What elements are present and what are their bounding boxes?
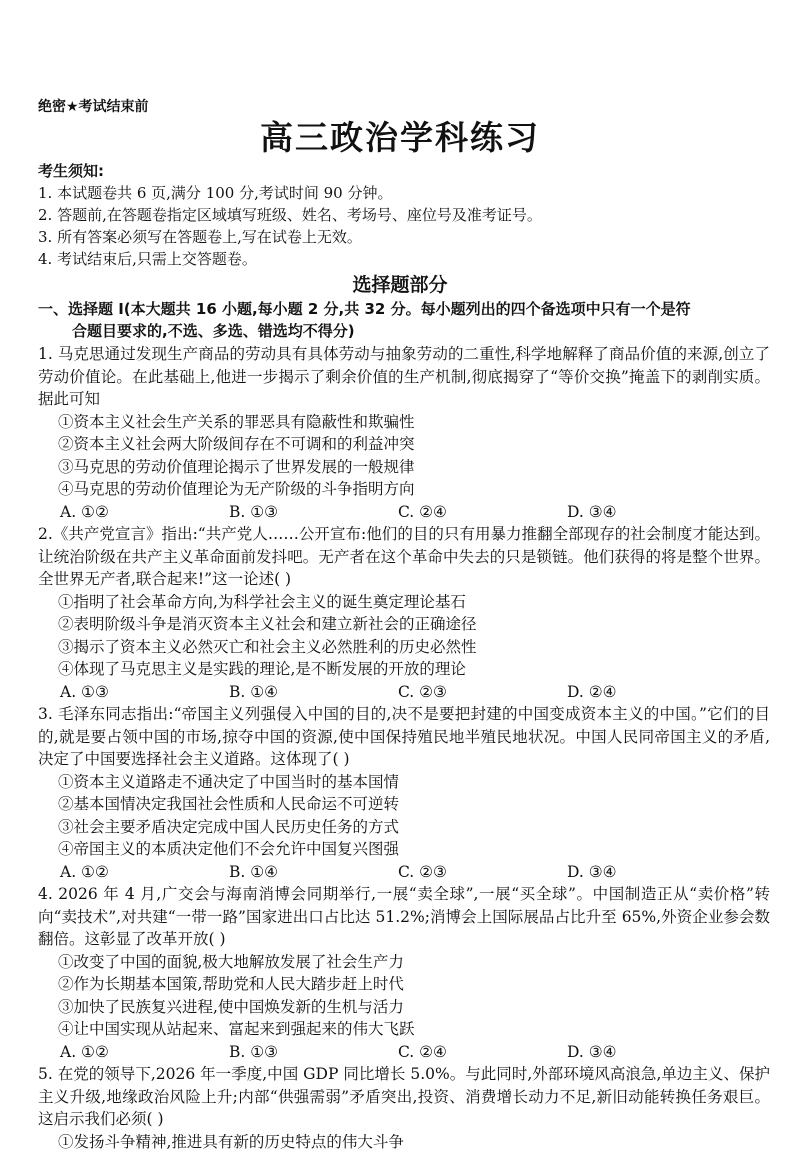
statement-option: ③马克思的劳动价值理论揭示了世界发展的一般规律	[38, 456, 770, 479]
choice-d: D. ②④	[567, 681, 736, 704]
choice-c: C. ②③	[398, 681, 567, 704]
statement-option: ④帝国主义的本质决定他们不会允许中国复兴图强	[38, 838, 770, 861]
choice-c: C. ②③	[398, 861, 567, 884]
answer-choices	[38, 681, 770, 704]
page-title: 高三政治学科练习	[0, 112, 800, 159]
statement-option: ②基本国情决定我国社会性质和人民命运不可逆转	[38, 793, 770, 816]
notice-item: 2. 答题前,在答题卷指定区域填写班级、姓名、考场号、座位号及准考证号。	[38, 204, 778, 226]
statement-option: ④体现了马克思主义是实践的理论,是不断发展的开放的理论	[38, 658, 770, 681]
part-instructions-line: 合题目要求的,不选、多选、错选均不得分)	[38, 320, 773, 342]
part-instructions-line: 一、选择题 I(本大题共 16 小题,每小题 2 分,共 32 分。每小题列出的四个备选项中只有一个是符	[38, 298, 773, 320]
question-3	[38, 703, 770, 883]
question-list	[38, 343, 770, 1153]
secret-note: 绝密★考试结束前	[38, 96, 149, 116]
question-stem: 3. 毛泽东同志指出:“帝国主义列强侵入中国的目的,决不是要把封建的中国变成资本主义的中国。”它们的目的,就是要占领中国的市场,掠夺中国的资源,使中国保持殖民地半殖民地状况。中国人民同帝国主义的矛盾,决定了中国要选择社会主义道路。这体现了( )	[38, 703, 770, 771]
choice-a: A. ①②	[60, 861, 229, 884]
statement-option: ②作为长期基本国策,帮助党和人民大踏步赶上时代	[38, 973, 770, 996]
notice-item: 3. 所有答案必须写在答题卷上,写在试卷上无效。	[38, 226, 778, 248]
choice-c: C. ②④	[398, 501, 567, 524]
question-5	[38, 1063, 770, 1153]
statement-option: ③揭示了资本主义必然灭亡和社会主义必然胜利的历史必然性	[38, 636, 770, 659]
exam-notice	[38, 160, 778, 270]
choice-b: B. ①③	[229, 501, 398, 524]
statement-option: ①资本主义道路走不通决定了中国当时的基本国情	[38, 771, 770, 794]
choice-b: B. ①④	[229, 681, 398, 704]
notice-heading: 考生须知:	[38, 160, 778, 182]
choice-b: B. ①④	[229, 861, 398, 884]
statement-option: ③社会主要矛盾决定完成中国人民历史任务的方式	[38, 816, 770, 839]
question-stem: 5. 在党的领导下,2026 年一季度,中国 GDP 同比增长 5.0%。与此同时,外部环境风高浪急,单边主义、保护主义升级,地缘政治风险上升;内部“供强需弱”矛盾突出,投资、消费增长动力不足,新旧动能转换任务艰巨。这启示我们必须( )	[38, 1063, 770, 1131]
statement-option: ①发扬斗争精神,推进具有新的历史特点的伟大斗争	[38, 1131, 770, 1153]
question-4	[38, 883, 770, 1063]
statement-option: ②资本主义社会两大阶级间存在不可调和的利益冲突	[38, 433, 770, 456]
question-stem: 2.《共产党宣言》指出:“共产党人……公开宣布:他们的目的只有用暴力推翻全部现存的社会制度才能达到。让统治阶级在共产主义革命面前发抖吧。无产者在这个革命中失去的只是锁链。他们获得的将是整个世界。全世界无产者,联合起来!”这一论述( )	[38, 523, 770, 591]
notice-item: 1. 本试题卷共 6 页,满分 100 分,考试时间 90 分钟。	[38, 182, 778, 204]
statement-option: ①资本主义社会生产关系的罪恶具有隐蔽性和欺骗性	[38, 411, 770, 434]
question-2	[38, 523, 770, 703]
notice-item: 4. 考试结束后,只需上交答题卷。	[38, 248, 778, 270]
statement-option: ④让中国实现从站起来、富起来到强起来的伟大飞跃	[38, 1018, 770, 1041]
question-1	[38, 343, 770, 523]
choice-b: B. ①③	[229, 1041, 398, 1064]
choice-a: A. ①③	[60, 681, 229, 704]
statement-option: ②表明阶级斗争是消灭资本主义社会和建立新社会的正确途径	[38, 613, 770, 636]
answer-choices	[38, 501, 770, 524]
answer-choices	[38, 1041, 770, 1064]
statement-option: ③加快了民族复兴进程,使中国焕发新的生机与活力	[38, 996, 770, 1019]
statement-option: ①改变了中国的面貌,极大地解放发展了社会生产力	[38, 951, 770, 974]
choice-d: D. ③④	[567, 1041, 736, 1064]
choice-d: D. ③④	[567, 501, 736, 524]
part-instructions	[38, 298, 773, 342]
statement-option: ①指明了社会革命方向,为科学社会主义的诞生奠定理论基石	[38, 591, 770, 614]
choice-a: A. ①②	[60, 1041, 229, 1064]
answer-choices	[38, 861, 770, 884]
statement-option: ④马克思的劳动价值理论为无产阶级的斗争指明方向	[38, 478, 770, 501]
choice-d: D. ③④	[567, 861, 736, 884]
choice-a: A. ①②	[60, 501, 229, 524]
choice-c: C. ②④	[398, 1041, 567, 1064]
question-stem: 1. 马克思通过发现生产商品的劳动具有具体劳动与抽象劳动的二重性,科学地解释了商品价值的来源,创立了劳动价值论。在此基础上,他进一步揭示了剩余价值的生产机制,彻底揭穿了“等价交换”掩盖下的剥削实质。据此可知	[38, 343, 770, 411]
question-stem: 4. 2026 年 4 月,广交会与海南消博会同期举行,一展“卖全球”,一展“买全球”。中国制造正从“卖价格”转向“卖技术”,对共建“一带一路”国家进出口占比达 51.2%;消博会上国际展品占比升至 65%,外资企业参会数翻倍。这彰显了改革开放( )	[38, 883, 770, 951]
section-title: 选择题部分	[0, 270, 800, 297]
